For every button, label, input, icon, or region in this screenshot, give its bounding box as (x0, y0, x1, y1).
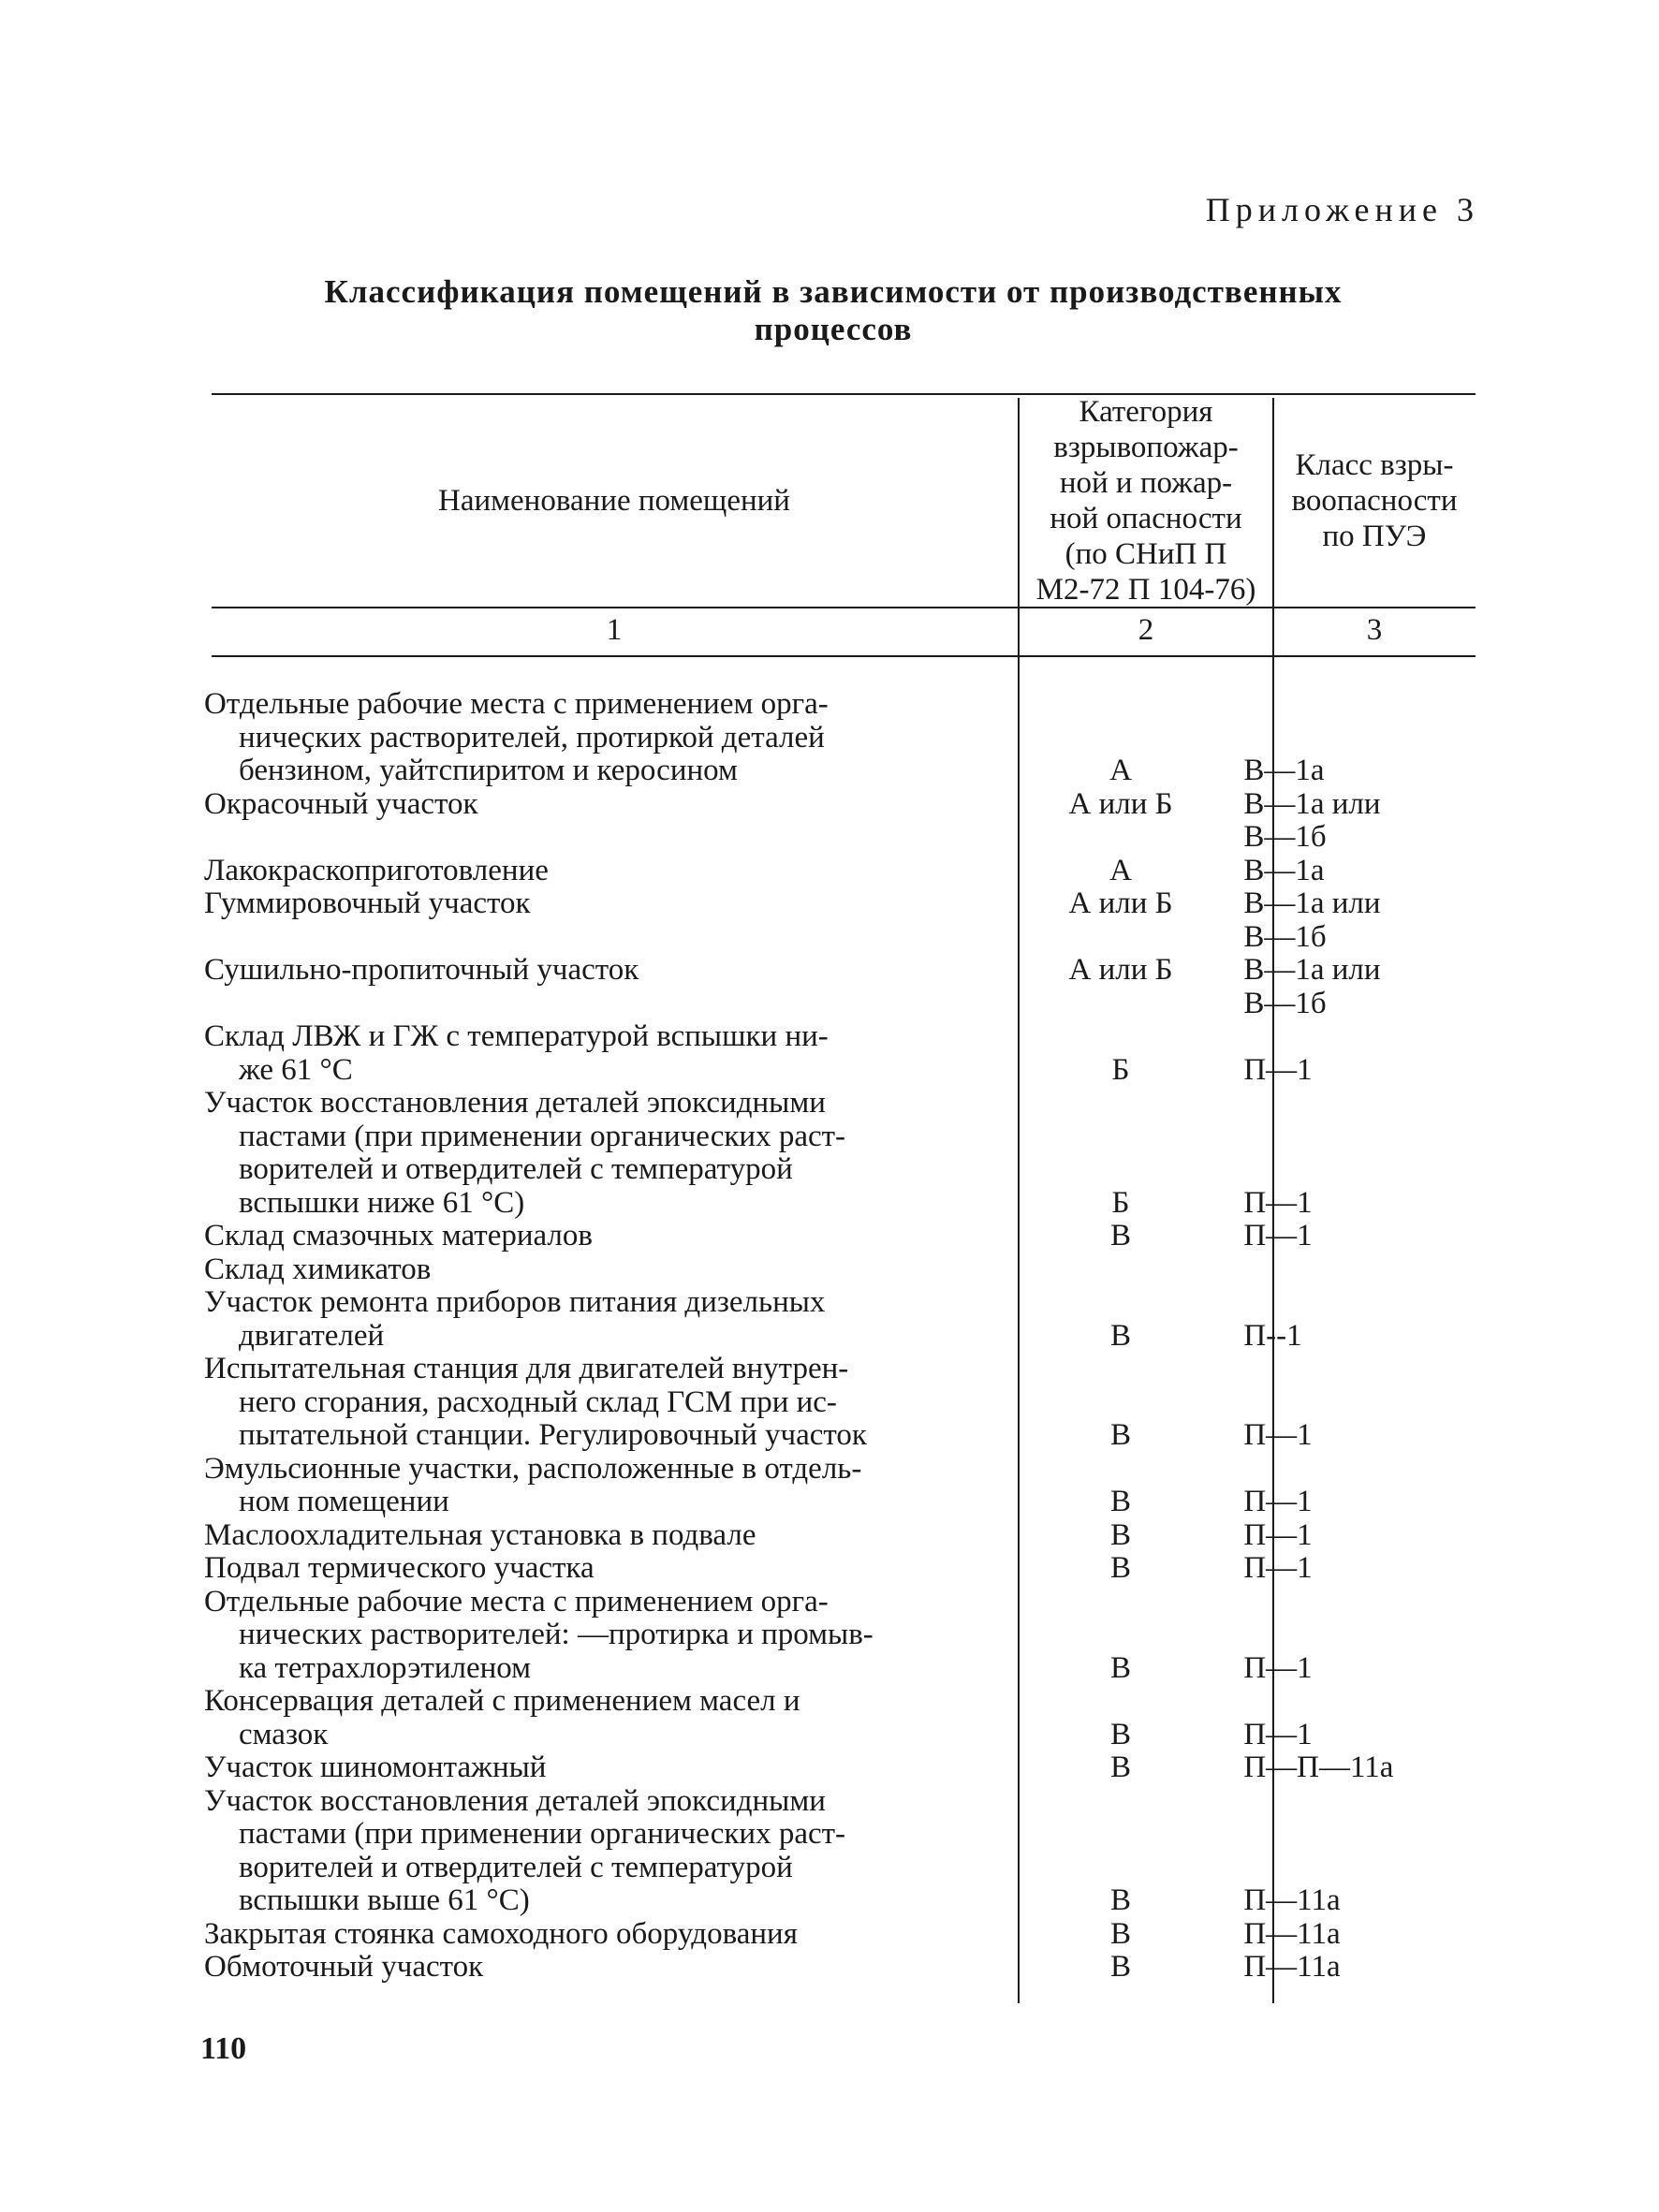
category-cell: В (1110, 1916, 1132, 1951)
table-body (204, 688, 1459, 1985)
class-cell (1235, 1652, 1459, 1686)
room-name (204, 1586, 1006, 1686)
column-number-1: 1 (606, 613, 623, 647)
room-name-line: вспышки выше 61 °С) (239, 1883, 530, 1917)
table-row (204, 1685, 1459, 1751)
room-name (204, 1453, 1006, 1519)
room-name (204, 1020, 1006, 1087)
class-line: П—11а (1243, 1916, 1341, 1951)
header-category (1020, 395, 1271, 607)
class-cell (1235, 1951, 1459, 1985)
category-cell: Б (1111, 1185, 1130, 1220)
room-name (204, 1951, 1006, 1985)
room-name-line: Участок шиномонтажный (204, 1751, 547, 1784)
room-name-line: Участок ремонта приборов питания дизельных (204, 1285, 826, 1319)
class-cell (1235, 1054, 1459, 1088)
room-name-line: Гуммировочный участок (204, 886, 531, 920)
category-cell: В (1110, 1517, 1132, 1552)
class-line: П—1 (1243, 1219, 1313, 1252)
class-line: В—1а или (1243, 786, 1381, 821)
category-cell: В (1110, 1485, 1132, 1518)
category-cell: В (1110, 1950, 1132, 1984)
room-name (204, 1785, 1006, 1918)
table-row (204, 1785, 1459, 1918)
title-line-2: процессов (754, 311, 913, 347)
room-name-line: Склад ЛВЖ и ГЖ с температурой вспышки ни- (204, 1019, 829, 1053)
room-name (204, 1087, 1006, 1220)
class-line: П—1 (1243, 1517, 1313, 1552)
room-name-line: ничеҫких растворителей, протиркой деталей (239, 720, 825, 754)
room-name-line: Участок восстановления деталей эпоксидными (204, 1783, 826, 1818)
class-cell (1235, 1719, 1459, 1752)
document-title (187, 273, 1479, 348)
table-row (204, 1087, 1459, 1220)
class-cell (1235, 1751, 1459, 1785)
table-row (204, 1220, 1459, 1253)
header-category-line: Категория (1079, 395, 1213, 429)
header-category-line: взрывопожар- (1053, 431, 1239, 464)
class-cell (1235, 1918, 1459, 1952)
room-name (204, 688, 1006, 788)
header-class (1275, 398, 1474, 604)
table-row (204, 1918, 1459, 1952)
table-row (204, 1951, 1459, 1985)
header-category-line: (по СНиП П (1064, 537, 1227, 571)
room-name-line: пастами (при применении органических раст- (239, 1817, 846, 1851)
room-name (204, 954, 1006, 988)
class-cell (1235, 1320, 1459, 1354)
category-cell: В (1110, 1318, 1132, 1353)
room-name-line: нических растворителей: —протирка и промыв- (239, 1618, 874, 1651)
room-name-line: бензином, уайтспиритом и керосином (239, 754, 738, 787)
table-row (204, 688, 1459, 788)
header-room-name: Наименование помещений (438, 484, 790, 518)
class-cell (1235, 1187, 1459, 1221)
category-cell: В (1110, 1717, 1132, 1751)
class-line: В—1б (1243, 919, 1327, 954)
appendix-label: Приложение 3 (1205, 191, 1479, 228)
header-category-text (1036, 394, 1256, 608)
table-row (204, 1586, 1459, 1686)
class-line: В—1б (1243, 986, 1327, 1020)
class-cell (1235, 1220, 1459, 1253)
category-cell: А или Б (1068, 953, 1173, 987)
header-category-line: ной и пожар- (1059, 466, 1233, 500)
category-cell: А или Б (1068, 886, 1173, 920)
class-cell (1235, 855, 1459, 888)
class-line: В—1а (1243, 853, 1325, 887)
room-name (204, 1685, 1006, 1751)
title-line-1: Классификация помещений в зависимости от производственных (324, 273, 1343, 310)
class-cell (1235, 954, 1459, 1020)
class-line: П—1 (1243, 1551, 1313, 1585)
category-cell: В (1110, 1650, 1132, 1685)
room-name-line: ка тетрахлорэтиленом (239, 1650, 532, 1685)
room-name-line: ворителей и отвердителей с температурой (239, 1850, 793, 1884)
room-name-line: ном помещении (239, 1485, 449, 1518)
table-row (204, 887, 1459, 954)
class-cell (1235, 1884, 1459, 1918)
room-name-line: двигателей (239, 1318, 385, 1353)
room-name-line: же 61 °С (239, 1052, 353, 1087)
room-name (204, 1220, 1006, 1253)
class-cell (1235, 1552, 1459, 1586)
room-name-line: Консервация деталей с применением масел и (204, 1684, 800, 1718)
header-class-line: воопасности (1291, 484, 1458, 518)
class-line: П—1 (1243, 1418, 1313, 1452)
room-name-line: Окрасочный участок (204, 786, 478, 821)
category-cell: А (1109, 754, 1132, 787)
room-name (204, 1552, 1006, 1586)
class-cell (1235, 887, 1459, 954)
room-name-line: Склад химикатов (204, 1252, 432, 1286)
class-line: В—1а или (1243, 953, 1381, 987)
header-category-line: ной опасности (1050, 502, 1242, 535)
room-name-line: ворителей и отвердителей с температурой (239, 1152, 793, 1186)
column-number-2: 2 (1138, 613, 1154, 647)
table-row (204, 1751, 1459, 1785)
room-name-line: него сгорания, расходный склад ГСМ при ис- (239, 1384, 837, 1419)
category-cell: В (1110, 1751, 1132, 1784)
category-cell: А или Б (1068, 786, 1173, 821)
header-class-line: Класс взры- (1295, 448, 1454, 482)
table-row (204, 1453, 1459, 1519)
table-row (204, 1552, 1459, 1586)
room-name-line: Отдельные рабочие места с применением орга- (204, 687, 829, 721)
room-name (204, 788, 1006, 822)
room-name (204, 1918, 1006, 1952)
room-name-line: Эмульсионные участки, расположенные в отдель- (204, 1451, 862, 1486)
numbers-bottom-rule (212, 655, 1475, 657)
class-line: П—П—11а (1243, 1751, 1394, 1784)
table-top-rule (212, 393, 1475, 395)
room-name (204, 1519, 1006, 1553)
column-number-3: 3 (1366, 613, 1383, 647)
class-line: П—1 (1243, 1485, 1313, 1518)
class-cell (1235, 1486, 1459, 1519)
header-bottom-rule (212, 607, 1475, 608)
room-name-line: вспышки ниже 61 °С) (239, 1185, 525, 1220)
class-line: П—1 (1243, 1650, 1313, 1685)
room-name-line: Испытательная станция для двигателей внутрен- (204, 1352, 849, 1385)
room-name-line: пытательной станции. Регулировочный участок (239, 1418, 867, 1452)
room-name-line: Сушильно-пропиточный участок (204, 953, 639, 987)
table-row (204, 1253, 1459, 1287)
class-line: В—1б (1243, 820, 1327, 854)
class-line: П—1 (1243, 1717, 1313, 1751)
class-line: П—1 (1243, 1185, 1313, 1220)
header-class-line: по ПУЭ (1322, 520, 1427, 553)
room-name-line: пастами (при применении органических раст- (239, 1119, 846, 1153)
category-cell: А (1109, 853, 1132, 887)
class-line: П—1 (1243, 1052, 1313, 1087)
table-row (204, 1353, 1459, 1453)
category-cell: В (1110, 1219, 1132, 1252)
room-name-line: Склад смазочных материалов (204, 1219, 593, 1252)
table-row (204, 788, 1459, 855)
category-cell: В (1110, 1883, 1132, 1917)
room-name (204, 855, 1006, 888)
table-row (204, 1519, 1459, 1553)
class-line: В—1а (1243, 754, 1325, 787)
header-category-line: М2-72 П 104-76) (1035, 573, 1256, 607)
room-name (204, 1253, 1006, 1287)
class-cell (1235, 1519, 1459, 1553)
category-cell: В (1110, 1551, 1132, 1585)
room-name (204, 887, 1006, 921)
room-name-line: Участок восстановления деталей эпоксидными (204, 1086, 826, 1120)
room-name (204, 1353, 1006, 1453)
class-cell (1235, 1419, 1459, 1453)
page-number: 110 (200, 2031, 247, 2066)
room-name-line: Закрытая стоянка самоходного оборудования (204, 1916, 798, 1951)
room-name (204, 1751, 1006, 1785)
table-row (204, 855, 1459, 888)
class-line: П—11а (1243, 1950, 1341, 1984)
class-line: П--1 (1243, 1318, 1302, 1353)
room-name-line: Отдельные рабочие места с применением орга- (204, 1584, 829, 1619)
room-name-line: Лакокраскоприготовление (204, 853, 549, 887)
table-row (204, 1020, 1459, 1087)
class-cell (1235, 754, 1459, 788)
room-name-line: Обмоточный участок (204, 1950, 484, 1984)
category-cell: В (1110, 1418, 1132, 1452)
table-row (204, 1286, 1459, 1353)
room-name-line: Маслоохладительная установка в подвале (204, 1517, 756, 1552)
room-name-line: Подвал термического участка (204, 1551, 595, 1585)
header-class-text (1291, 447, 1457, 554)
category-cell: Б (1111, 1052, 1130, 1087)
class-line: П—11а (1243, 1883, 1341, 1917)
room-name (204, 1286, 1006, 1353)
class-cell (1235, 788, 1459, 855)
table-row (204, 954, 1459, 1020)
room-name-line: смазок (239, 1717, 329, 1751)
class-line: В—1а или (1243, 886, 1381, 920)
